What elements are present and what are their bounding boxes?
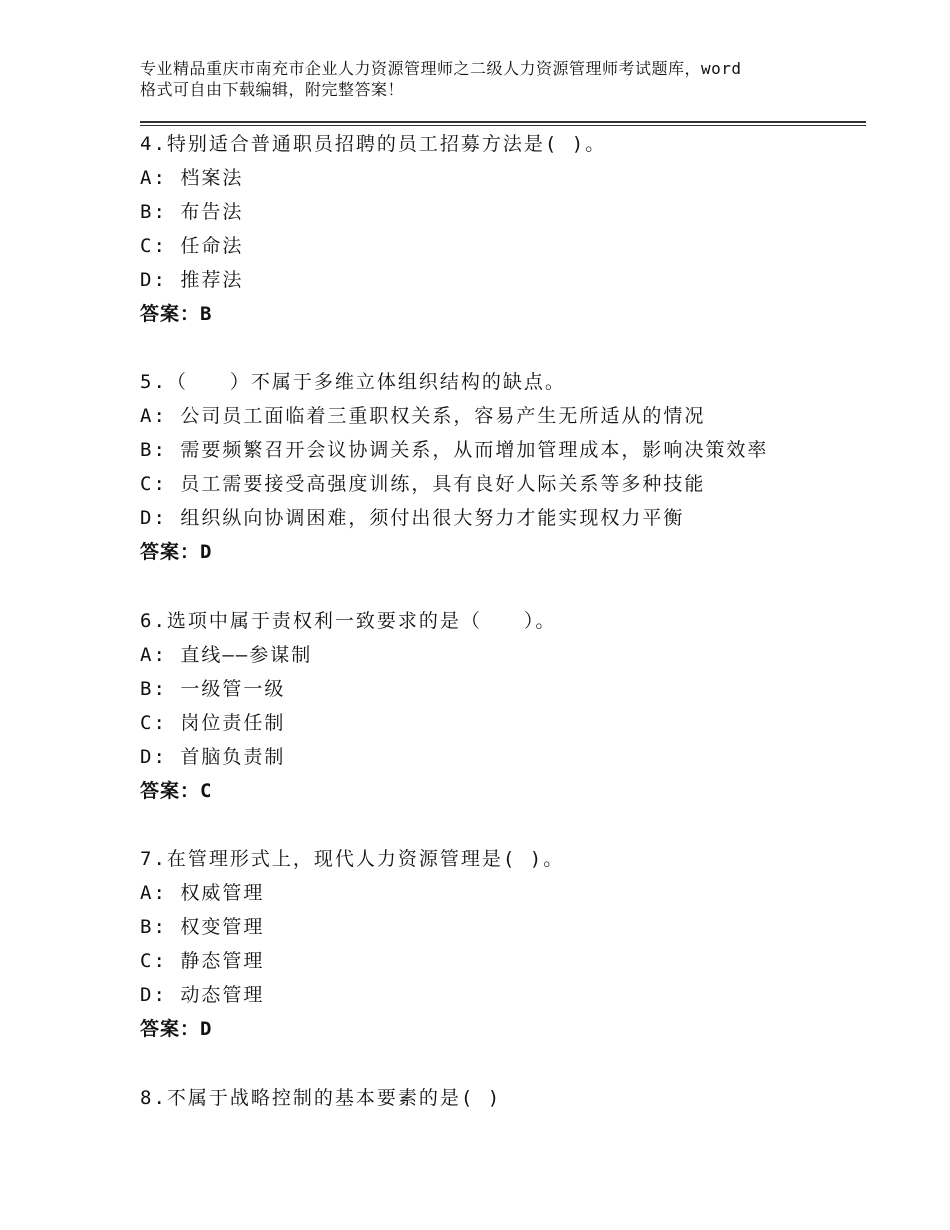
option-d: D: 首脑负责制 bbox=[140, 746, 286, 768]
option-c: C: 岗位责任制 bbox=[140, 712, 286, 734]
option-c: C: 员工需要接受高强度训练，具有良好人际关系等多种技能 bbox=[140, 473, 706, 495]
question-stem: 7.在管理形式上，现代人力资源管理是( )。 bbox=[140, 848, 565, 870]
question-4 bbox=[140, 127, 860, 331]
answer-label: 答案：B bbox=[140, 303, 213, 325]
answer-label: 答案：D bbox=[140, 1018, 213, 1040]
option-d: D: 组织纵向协调困难，须付出很大努力才能实现权力平衡 bbox=[140, 507, 685, 529]
option-a: A: 权威管理 bbox=[140, 882, 265, 904]
question-stem: 6.选项中属于责权利一致要求的是（ ）。 bbox=[140, 610, 557, 632]
option-b: B: 一级管一级 bbox=[140, 678, 286, 700]
option-a: A: 档案法 bbox=[140, 167, 244, 189]
header-divider-thin bbox=[140, 125, 866, 126]
option-a: A: 公司员工面临着三重职权关系，容易产生无所适从的情况 bbox=[140, 405, 706, 427]
option-c: C: 任命法 bbox=[140, 235, 244, 257]
option-b: B: 权变管理 bbox=[140, 916, 265, 938]
question-7 bbox=[140, 842, 860, 1046]
question-stem: 4.特别适合普通职员招聘的员工招募方法是( )。 bbox=[140, 133, 607, 155]
option-b: B: 布告法 bbox=[140, 201, 244, 223]
document-header bbox=[140, 58, 840, 100]
option-d: D: 推荐法 bbox=[140, 269, 244, 291]
header-line-2: 格式可自由下载编辑，附完整答案！ bbox=[140, 80, 405, 99]
option-b: B: 需要频繁召开会议协调关系，从而增加管理成本，影响决策效率 bbox=[140, 439, 769, 461]
question-stem: 8.不属于战略控制的基本要素的是( ) bbox=[140, 1087, 502, 1109]
question-6 bbox=[140, 604, 860, 808]
option-c: C: 静态管理 bbox=[140, 950, 265, 972]
option-a: A: 直线——参谋制 bbox=[140, 644, 313, 666]
option-d: D: 动态管理 bbox=[140, 984, 265, 1006]
header-line-1: 专业精品重庆市南充市企业人力资源管理师之二级人力资源管理师考试题库，word bbox=[140, 59, 742, 78]
answer-label: 答案：D bbox=[140, 541, 213, 563]
answer-label: 答案：C bbox=[140, 780, 213, 802]
question-5 bbox=[140, 365, 860, 569]
question-8 bbox=[140, 1081, 860, 1115]
header-divider-thick bbox=[140, 121, 866, 123]
question-stem: 5.（ ）不属于多维立体组织结构的缺点。 bbox=[140, 371, 566, 393]
